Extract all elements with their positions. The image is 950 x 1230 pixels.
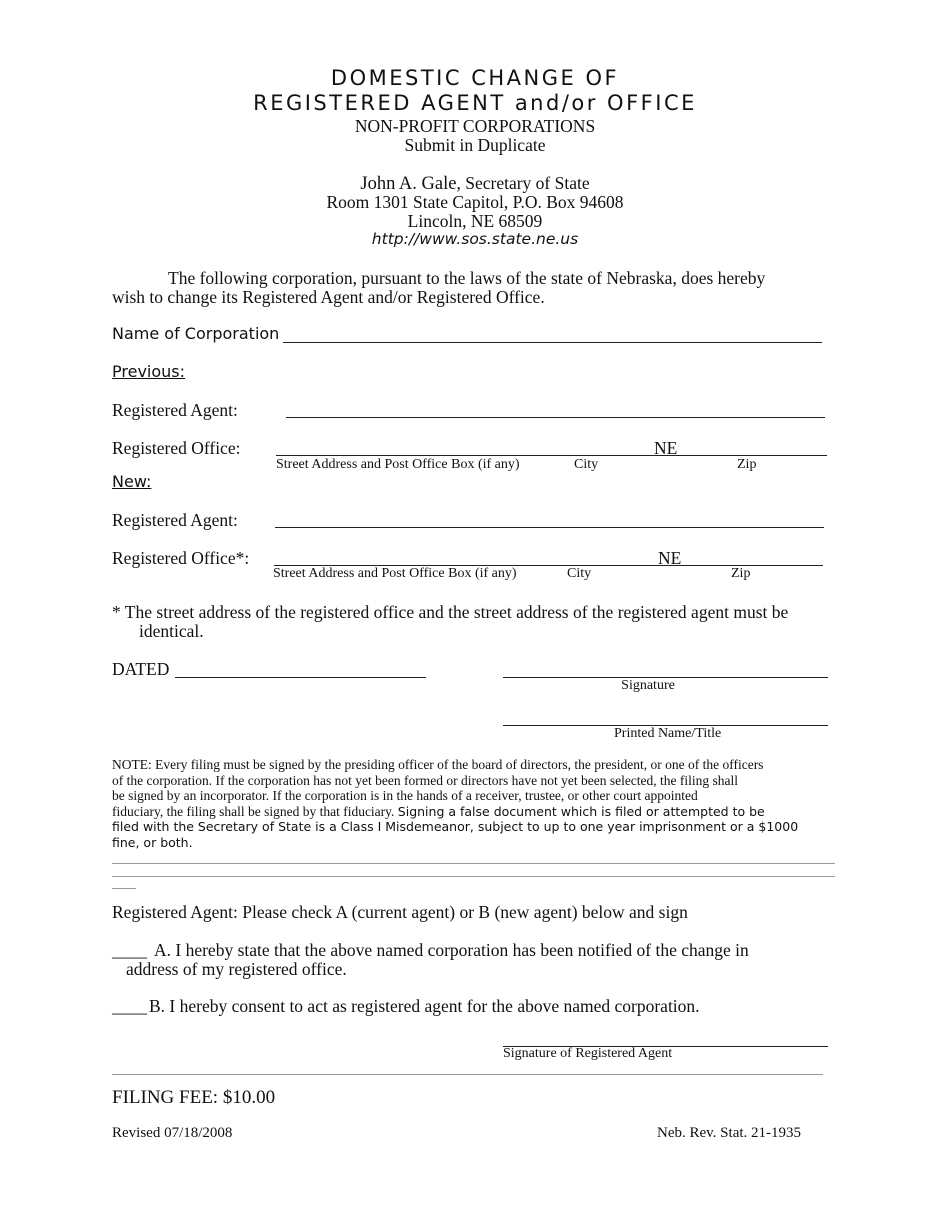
new-agent-field[interactable]	[275, 527, 824, 528]
previous-agent-field[interactable]	[286, 417, 825, 418]
separator-line-3	[112, 888, 136, 889]
option-a-text-line2: address of my registered office.	[126, 959, 347, 979]
previous-agent-label: Registered Agent:	[112, 400, 238, 420]
office-address: Room 1301 State Capitol, P.O. Box 94608	[326, 192, 624, 212]
intro-text-line2: wish to change its Registered Agent and/or Registered Office.	[112, 287, 545, 307]
note-line4	[112, 804, 872, 820]
new-zip-caption: Zip	[731, 566, 751, 581]
new-office-label: Registered Office*:	[112, 548, 250, 568]
previous-office-label: Registered Office:	[112, 438, 241, 458]
footer-separator	[112, 1074, 823, 1075]
form-title-line2: REGISTERED AGENT and/or OFFICE	[253, 91, 697, 115]
footnote-line1: * The street address of the registered office and the street address of the registered agent must be	[112, 602, 789, 622]
new-street-caption: Street Address and Post Office Box (if any)	[273, 566, 517, 581]
secretary-name: John A. Gale	[360, 174, 457, 194]
filing-fee: FILING FEE: $10.00	[112, 1087, 276, 1108]
new-city-caption: City	[567, 566, 592, 581]
note-line5: filed with the Secretary of State is a Class I Misdemeanor, subject to up to one year imprisonment or a $1000	[112, 819, 799, 835]
note-line4-part2: Signing a false document which is filed or attempted to be	[397, 803, 765, 819]
new-agent-label: Registered Agent:	[112, 510, 238, 530]
previous-heading: Previous:	[112, 362, 186, 381]
note-line1: NOTE: Every filing must be signed by the presiding officer of the board of directors, the president, or one of the officers	[112, 757, 764, 772]
corporation-name-label: Name of Corporation	[112, 324, 280, 343]
submit-instruction: Submit in Duplicate	[404, 135, 546, 155]
footnote-line2: identical.	[139, 621, 204, 641]
previous-zip-caption: Zip	[737, 457, 757, 472]
previous-street-caption: Street Address and Post Office Box (if any)	[276, 457, 520, 472]
revised-date: Revised 07/18/2008	[112, 1125, 233, 1141]
form-title-line1: DOMESTIC CHANGE OF	[330, 66, 620, 90]
form-subtitle: NON-PROFIT CORPORATIONS	[354, 116, 596, 136]
dated-field[interactable]	[175, 677, 426, 678]
corporation-name-field[interactable]	[283, 342, 822, 343]
note-line2: of the corporation. If the corporation has not yet been formed or directors have not yet been selected, the filing shall	[112, 772, 739, 788]
agent-signature-caption: Signature of Registered Agent	[503, 1046, 673, 1061]
agent-instruction: Registered Agent: Please check A (current agent) or B (new agent) below and sign	[112, 902, 688, 922]
dated-label: DATED	[112, 659, 170, 679]
new-heading: New:	[112, 472, 152, 491]
option-b-text: B. I hereby consent to act as registered agent for the above named corporation.	[149, 996, 700, 1016]
separator-line-2	[112, 876, 835, 877]
previous-office-field[interactable]	[276, 455, 827, 456]
printed-name-caption: Printed Name/Title	[614, 726, 722, 741]
note-line4-part1: fiduciary, the filing shall be signed by that fiduciary.	[112, 803, 395, 819]
filing-note	[112, 757, 872, 851]
statute-reference: Neb. Rev. Stat. 21-1935	[657, 1125, 802, 1141]
previous-state-value: NE	[654, 438, 678, 458]
office-city: Lincoln, NE 68509	[407, 211, 543, 231]
separator-line-1	[112, 863, 835, 864]
website-link[interactable]: http://www.sos.state.ne.us	[371, 230, 579, 248]
signature-caption: Signature	[621, 678, 675, 693]
option-a-checkbox[interactable]: ____	[112, 940, 147, 960]
note-line6: fine, or both.	[112, 834, 193, 850]
note-line3: be signed by an incorporator. If the corporation is in the hands of a receiver, trustee, or other court appointed	[112, 788, 698, 804]
option-a-text-line1: A. I hereby state that the above named corporation has been notified of the change in	[154, 940, 749, 960]
previous-city-caption: City	[574, 457, 599, 472]
option-b-checkbox[interactable]: ____	[112, 996, 147, 1016]
intro-text-line1: The following corporation, pursuant to the laws of the state of Nebraska, does hereby	[168, 268, 766, 288]
secretary-title: , Secretary of State	[456, 173, 590, 193]
new-state-value: NE	[658, 548, 682, 568]
